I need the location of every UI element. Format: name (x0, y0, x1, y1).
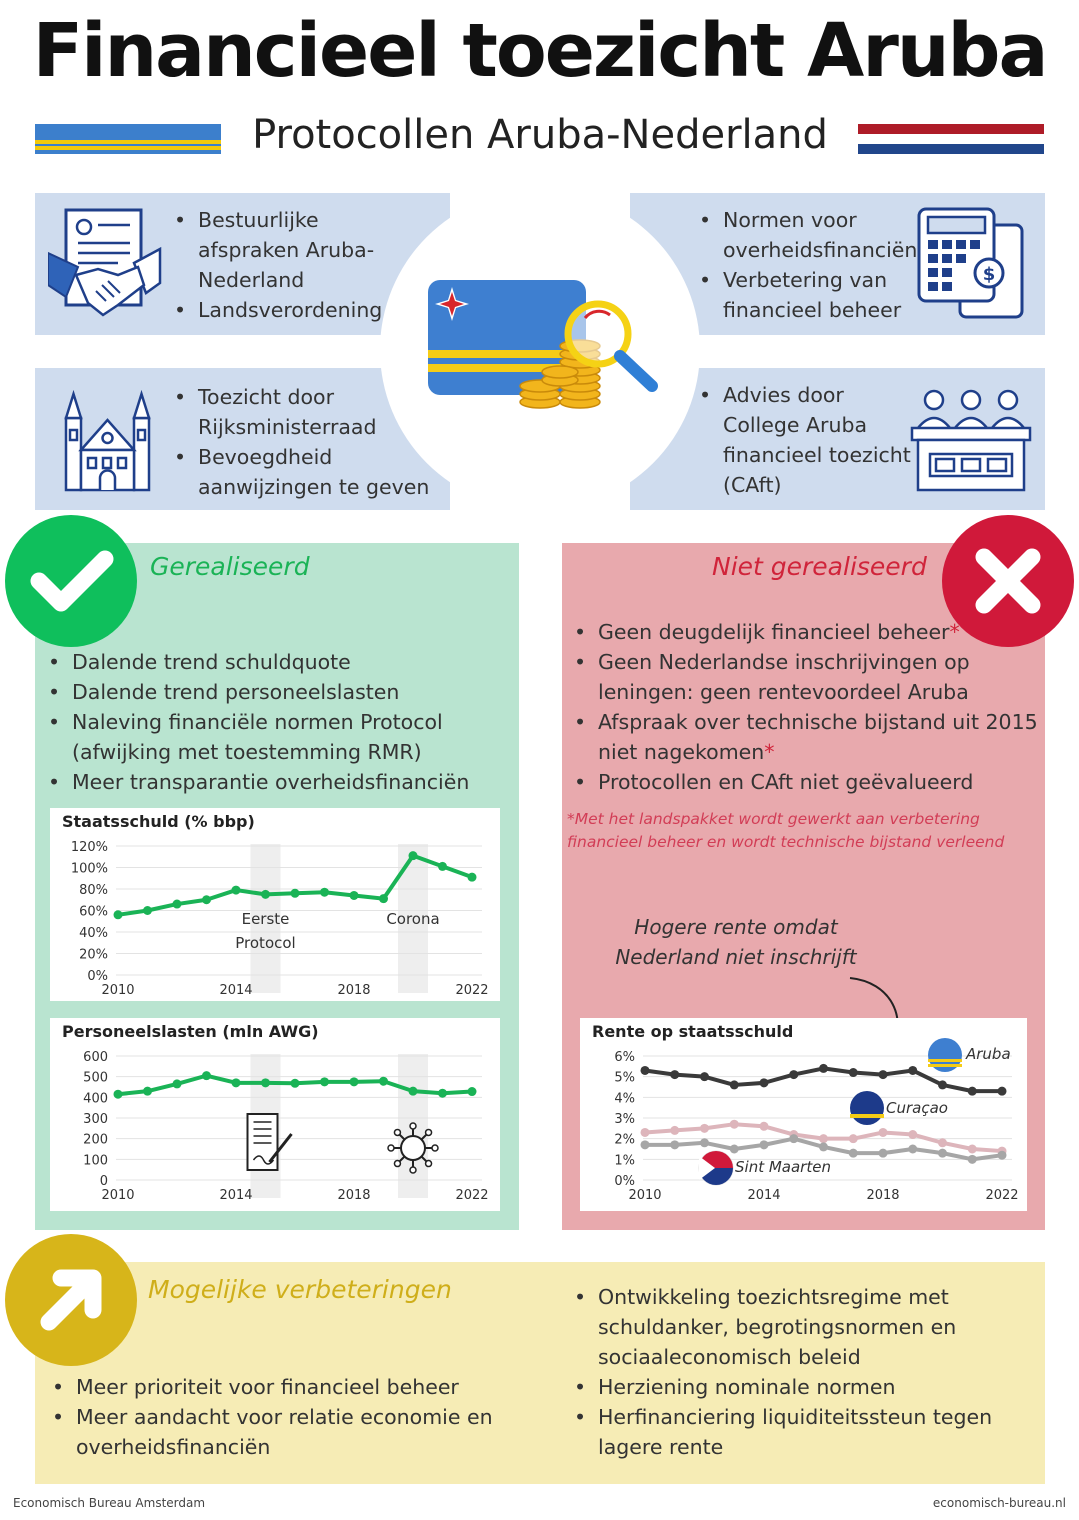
data-point (409, 851, 418, 860)
chart-title: Personeelslasten (mln AWG) (62, 1022, 319, 1041)
data-point (320, 888, 329, 897)
data-point (409, 1087, 418, 1096)
data-point (760, 1140, 769, 1149)
data-point (641, 1140, 650, 1149)
data-point (700, 1072, 709, 1081)
data-point (849, 1068, 858, 1077)
y-tick-label: 100 (83, 1153, 108, 1169)
aruba-flag-stripe (928, 1059, 962, 1062)
list-item: • Geen Nederlandse inschrijvingen op leningen: geen rentevoordeel Aruba (572, 647, 1042, 707)
series-label-aruba: Aruba (966, 1045, 1011, 1063)
y-tick-label: 600 (83, 1050, 108, 1065)
data-point (350, 1077, 359, 1086)
page-subtitle: Protocollen Aruba-Nederland (252, 112, 828, 158)
footnote-star: * (949, 620, 960, 644)
data-point (468, 1087, 477, 1096)
y-tick-label: 300 (83, 1112, 108, 1127)
data-point (468, 873, 477, 882)
list-item: • Naleving financiële normen Protocol (afwijking met toestemming RMR) (46, 707, 516, 767)
data-point (879, 1149, 888, 1158)
virus-spike-tip (394, 1161, 400, 1167)
list-item: • Ontwikkeling toezichtsregime met schuldanker, begrotingsnormen en sociaaleconomisch beleid (572, 1282, 1032, 1372)
virus-spike-tip (426, 1129, 432, 1135)
callout-text: Hogere rente omdat Nederland niet inschrijft (615, 915, 857, 969)
data-point (938, 1138, 947, 1147)
data-point (641, 1066, 650, 1075)
y-tick-label: 0% (614, 1174, 635, 1189)
footer-right: economisch-bureau.nl (932, 1496, 1066, 1510)
norms-list (697, 205, 922, 325)
data-point (143, 906, 152, 915)
x-tick-label: 2010 (628, 1188, 662, 1203)
not-realised-title: Niet gerealiseerd (712, 552, 927, 581)
debt-chart (50, 808, 500, 1001)
data-point (114, 910, 123, 919)
list-item: • Meer aandacht voor relatie economie en overheidsfinanciën (50, 1402, 520, 1462)
x-tick-label: 2022 (455, 1188, 489, 1203)
data-point (641, 1128, 650, 1137)
annotation-label: Eerste (241, 910, 290, 928)
data-point (173, 1079, 182, 1088)
list-item: • Meer prioriteit voor financieel beheer (50, 1372, 520, 1402)
x-tick-label: 2010 (101, 983, 135, 998)
council-panel-icon (910, 386, 1032, 494)
data-point (908, 1066, 917, 1075)
data-point (819, 1064, 828, 1073)
y-tick-label: 100% (70, 861, 108, 877)
data-point (819, 1134, 828, 1143)
footnote-note: *Met het landspakket wordt gewerkt aan verbetering financieel beheer en wordt technische bijstand verleend (567, 810, 1005, 851)
data-point (291, 1079, 300, 1088)
list-item (572, 707, 1042, 767)
x-tick-label: 2014 (747, 1188, 781, 1203)
supervision-list (172, 382, 442, 502)
data-point (879, 1070, 888, 1079)
interest-chart (580, 1018, 1027, 1211)
data-point (173, 900, 182, 909)
data-point (938, 1149, 947, 1158)
data-point (261, 890, 270, 899)
netherlands-flag-icon (858, 124, 1044, 154)
data-point (320, 1077, 329, 1086)
aruba-flag-coins-magnifier-icon (420, 270, 670, 420)
curacao-flag-stripe (850, 1114, 884, 1118)
data-point (879, 1128, 888, 1137)
data-point (938, 1080, 947, 1089)
x-tick-label: 2022 (985, 1188, 1019, 1203)
y-tick-label: 0 (99, 1174, 108, 1189)
data-point (379, 1077, 388, 1086)
data-point (438, 1089, 447, 1098)
annotation-label: Protocol (235, 934, 296, 952)
x-tick-label: 2014 (219, 983, 253, 998)
list-item-text: Geen deugdelijk financieel beheer (598, 620, 950, 644)
data-point (291, 889, 300, 898)
data-point (438, 862, 447, 871)
data-point (379, 894, 388, 903)
x-tick-label: 2018 (337, 1188, 371, 1203)
list-item: • Advies door College Aruba financieel toezicht (CAft) (697, 380, 912, 500)
data-point (232, 1078, 241, 1087)
improvements-left-list (50, 1372, 520, 1462)
list-item: • Meer transparantie overheidsfinanciën (46, 767, 516, 797)
curacao-flag-marker (850, 1091, 884, 1125)
data-point (760, 1122, 769, 1131)
y-tick-label: 4% (614, 1091, 635, 1107)
svg-text:$: $ (982, 264, 996, 285)
list-item: • Normen voor overheidsfinanciën (697, 205, 922, 265)
personnel-chart (50, 1018, 500, 1211)
list-item: • Verbetering van financieel beheer (697, 265, 922, 325)
data-point (700, 1124, 709, 1133)
virus-spike-tip (432, 1145, 438, 1151)
advice-list (697, 380, 912, 500)
arrow-up-right-icon (5, 1234, 137, 1366)
data-point (908, 1130, 917, 1139)
footnote-star: * (764, 740, 775, 764)
data-point (819, 1142, 828, 1151)
y-tick-label: 60% (79, 904, 108, 920)
x-tick-label: 2022 (455, 983, 489, 998)
data-point (760, 1078, 769, 1087)
chart-title: Rente op staatsschuld (592, 1022, 794, 1041)
data-point (789, 1134, 798, 1143)
y-tick-label: 500 (83, 1070, 108, 1086)
virus-icon (401, 1136, 425, 1160)
list-item (572, 617, 1042, 647)
list-item: • Toezicht door Rijksministerraad (172, 382, 442, 442)
list-item: • Bevoegdheid aanwijzingen te geven (172, 442, 442, 502)
y-tick-label: 20% (79, 947, 108, 963)
aruba-flag-icon (35, 124, 221, 154)
data-point (849, 1134, 858, 1143)
y-tick-label: 1% (614, 1153, 635, 1169)
data-point (202, 895, 211, 904)
data-point (261, 1078, 270, 1087)
data-point (670, 1070, 679, 1079)
y-tick-label: 80% (79, 883, 108, 898)
data-point (143, 1087, 152, 1096)
data-point (730, 1145, 739, 1154)
improvements-right-list (572, 1282, 1032, 1462)
y-tick-label: 400 (83, 1091, 108, 1107)
list-item: • Dalende trend schuldquote (46, 647, 516, 677)
document-handshake-icon (48, 205, 163, 323)
data-point (789, 1070, 798, 1079)
data-point (670, 1140, 679, 1149)
improvements-title: Mogelijke verbeteringen (148, 1275, 452, 1304)
church-building-icon (60, 390, 155, 492)
virus-spike-tip (410, 1167, 416, 1173)
data-point (998, 1151, 1007, 1160)
x-tick-label: 2018 (866, 1188, 900, 1203)
data-point (350, 891, 359, 900)
virus-spike-tip (426, 1161, 432, 1167)
calculator-invoice-icon (915, 205, 1030, 323)
x-tick-label: 2018 (337, 983, 371, 998)
data-point (968, 1087, 977, 1096)
list-item: • Bestuurlijke afspraken Aruba-Nederland (172, 205, 392, 295)
y-tick-label: 200 (83, 1132, 108, 1148)
list-item-text: Afspraak over technische bijstand uit 2015 niet nagekomen (598, 710, 1038, 764)
chart-title: Staatsschuld (% bbp) (62, 812, 255, 831)
virus-spike-tip (388, 1145, 394, 1151)
y-tick-label: 2% (614, 1132, 635, 1148)
virus-spike-tip (394, 1129, 400, 1135)
data-point (968, 1145, 977, 1154)
virus-spike-tip (410, 1123, 416, 1129)
data-point (232, 886, 241, 895)
y-tick-label: 3% (614, 1112, 635, 1127)
data-point (730, 1120, 739, 1129)
checkmark-icon (5, 515, 137, 647)
list-item: • Herziening nominale normen (572, 1372, 1032, 1402)
list-item: • Landsverordening (172, 295, 392, 325)
x-tick-label: 2014 (219, 1188, 253, 1203)
data-point (998, 1087, 1007, 1096)
realised-list (46, 647, 516, 797)
data-point (968, 1155, 977, 1164)
series-label-sint-maarten: Sint Maarten (735, 1158, 831, 1176)
series-label-curacao: Curaçao (886, 1099, 948, 1117)
agreements-list (172, 205, 392, 325)
y-tick-label: 40% (79, 926, 108, 941)
data-point (114, 1090, 123, 1099)
list-item: • Dalende trend personeelslasten (46, 677, 516, 707)
data-point (849, 1149, 858, 1158)
realised-title: Gerealiseerd (150, 552, 310, 581)
list-item: • Protocollen en CAft niet geëvalueerd (572, 767, 1042, 797)
data-point (670, 1126, 679, 1135)
page-title: Financieel toezicht Aruba (32, 8, 1047, 94)
annotation-label: Corona (386, 910, 440, 928)
data-point (730, 1080, 739, 1089)
list-item: • Herfinanciering liquiditeitssteun tegen lagere rente (572, 1402, 1032, 1462)
data-point (700, 1138, 709, 1147)
data-point (908, 1145, 917, 1154)
x-tick-label: 2010 (101, 1188, 135, 1203)
y-tick-label: 0% (87, 969, 108, 984)
y-tick-label: 120% (70, 840, 108, 855)
aruba-flag-stripe (928, 1064, 962, 1067)
not-realised-list (572, 617, 1042, 797)
data-point (202, 1071, 211, 1080)
y-tick-label: 6% (614, 1050, 635, 1065)
footer-left: Economisch Bureau Amsterdam (13, 1496, 206, 1510)
y-tick-label: 5% (614, 1070, 635, 1086)
